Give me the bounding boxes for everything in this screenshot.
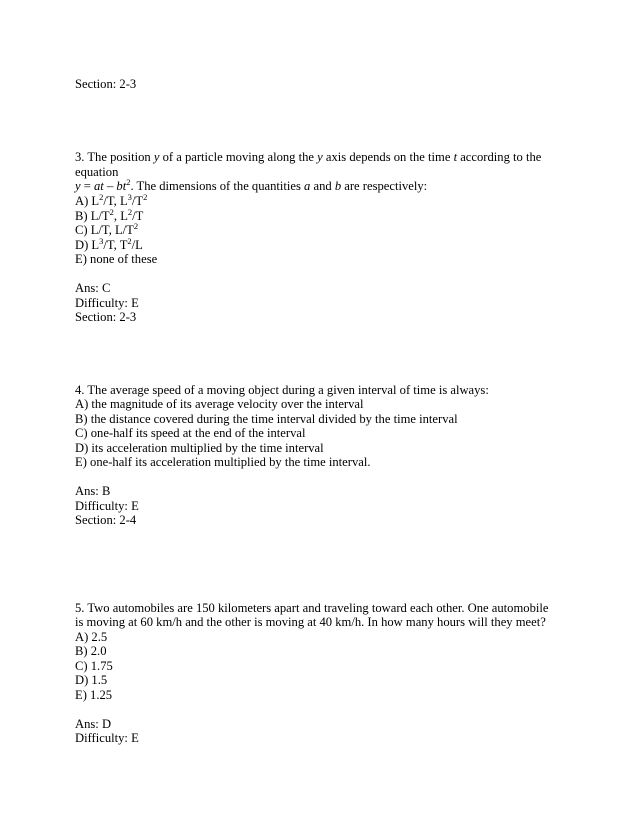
q3-text: 3. The position [75, 150, 154, 164]
opt-text: A) L [75, 194, 100, 208]
q3-text: axis depends on the time [322, 150, 454, 164]
eq-text: and [310, 179, 335, 193]
question-5-option-e: E) 1.25 [75, 688, 113, 702]
question-4-difficulty: Difficulty: E [75, 499, 139, 513]
question-4-answer: Ans: B [75, 484, 111, 498]
opt-text: /T [131, 194, 144, 208]
question-4-option-b: B) the distance covered during the time interval divided by the time interval [75, 412, 458, 426]
eq-var-a: a [304, 179, 311, 193]
eq-text: are respectively: [341, 179, 428, 193]
question-4-section: Section: 2-4 [75, 513, 137, 527]
question-3-stem-line-2: equation [75, 165, 119, 179]
question-3-option-d [75, 238, 143, 253]
question-3-stem-line-1 [75, 150, 541, 165]
eq-text: . The dimensions of the quantities [130, 179, 305, 193]
q3-var-y: y [317, 150, 323, 164]
eq-exponent: 2 [126, 177, 131, 187]
q3-var-y: y [153, 150, 160, 164]
q3-var-t: t [453, 150, 458, 164]
question-5-option-d: D) 1.5 [75, 673, 108, 687]
q3-text: according to the [457, 150, 542, 164]
question-3-difficulty: Difficulty: E [75, 296, 139, 310]
question-4-option-e: E) one-half its acceleration multiplied by the time interval. [75, 455, 371, 469]
question-3-answer: Ans: C [75, 281, 111, 295]
opt-sup: 2 [127, 207, 133, 217]
question-5-option-c: C) 1.75 [75, 659, 113, 673]
question-5-option-b: B) 2.0 [75, 644, 107, 658]
opt-sup: 3 [99, 236, 104, 246]
opt-sup: 3 [127, 192, 132, 202]
question-5-stem-line-2: is moving at 60 km/h and the other is moving at 40 km/h. In how many hours will they meet? [75, 615, 546, 629]
question-5-answer: Ans: D [75, 717, 112, 731]
opt-sup: 2 [109, 207, 114, 217]
eq-minus: – [103, 179, 117, 193]
question-5-difficulty: Difficulty: E [75, 731, 139, 745]
question-5-stem-line-1: 5. Two automobiles are 150 kilometers apart and traveling toward each other. One automobile [75, 601, 549, 615]
opt-text: B) L/T [75, 209, 110, 223]
section-label: Section: 2-3 [75, 77, 137, 91]
opt-text: /T, L [103, 194, 128, 208]
question-4-option-d: D) its acceleration multiplied by the time interval [75, 441, 324, 455]
q3-text: of a particle moving along the [159, 150, 318, 164]
question-4-option-a: A) the magnitude of its average velocity over the interval [75, 397, 364, 411]
question-4-stem: 4. The average speed of a moving object during a given interval of time is always: [75, 383, 489, 397]
question-3-option-e: E) none of these [75, 252, 158, 266]
question-5-option-a: A) 2.5 [75, 630, 108, 644]
question-3-section: Section: 2-3 [75, 310, 137, 324]
eq-at: at [94, 179, 104, 193]
opt-sup: 2 [127, 236, 132, 246]
eq-equals: = [80, 179, 94, 193]
question-4-option-c: C) one-half its speed at the end of the interval [75, 426, 306, 440]
opt-text: /T [132, 209, 144, 223]
opt-sup: 2 [143, 192, 148, 202]
opt-text: D) L [75, 238, 100, 252]
opt-text: , L [113, 209, 128, 223]
eq-var-b: b [334, 179, 342, 193]
opt-sup: 2 [99, 192, 104, 202]
eq-y: y [75, 179, 81, 193]
opt-text: C) L/T, L/T [75, 223, 134, 237]
opt-sup: 2 [133, 221, 139, 231]
opt-text: /L [131, 238, 143, 252]
opt-text: /T, T [103, 238, 128, 252]
eq-bt: bt [116, 179, 127, 193]
